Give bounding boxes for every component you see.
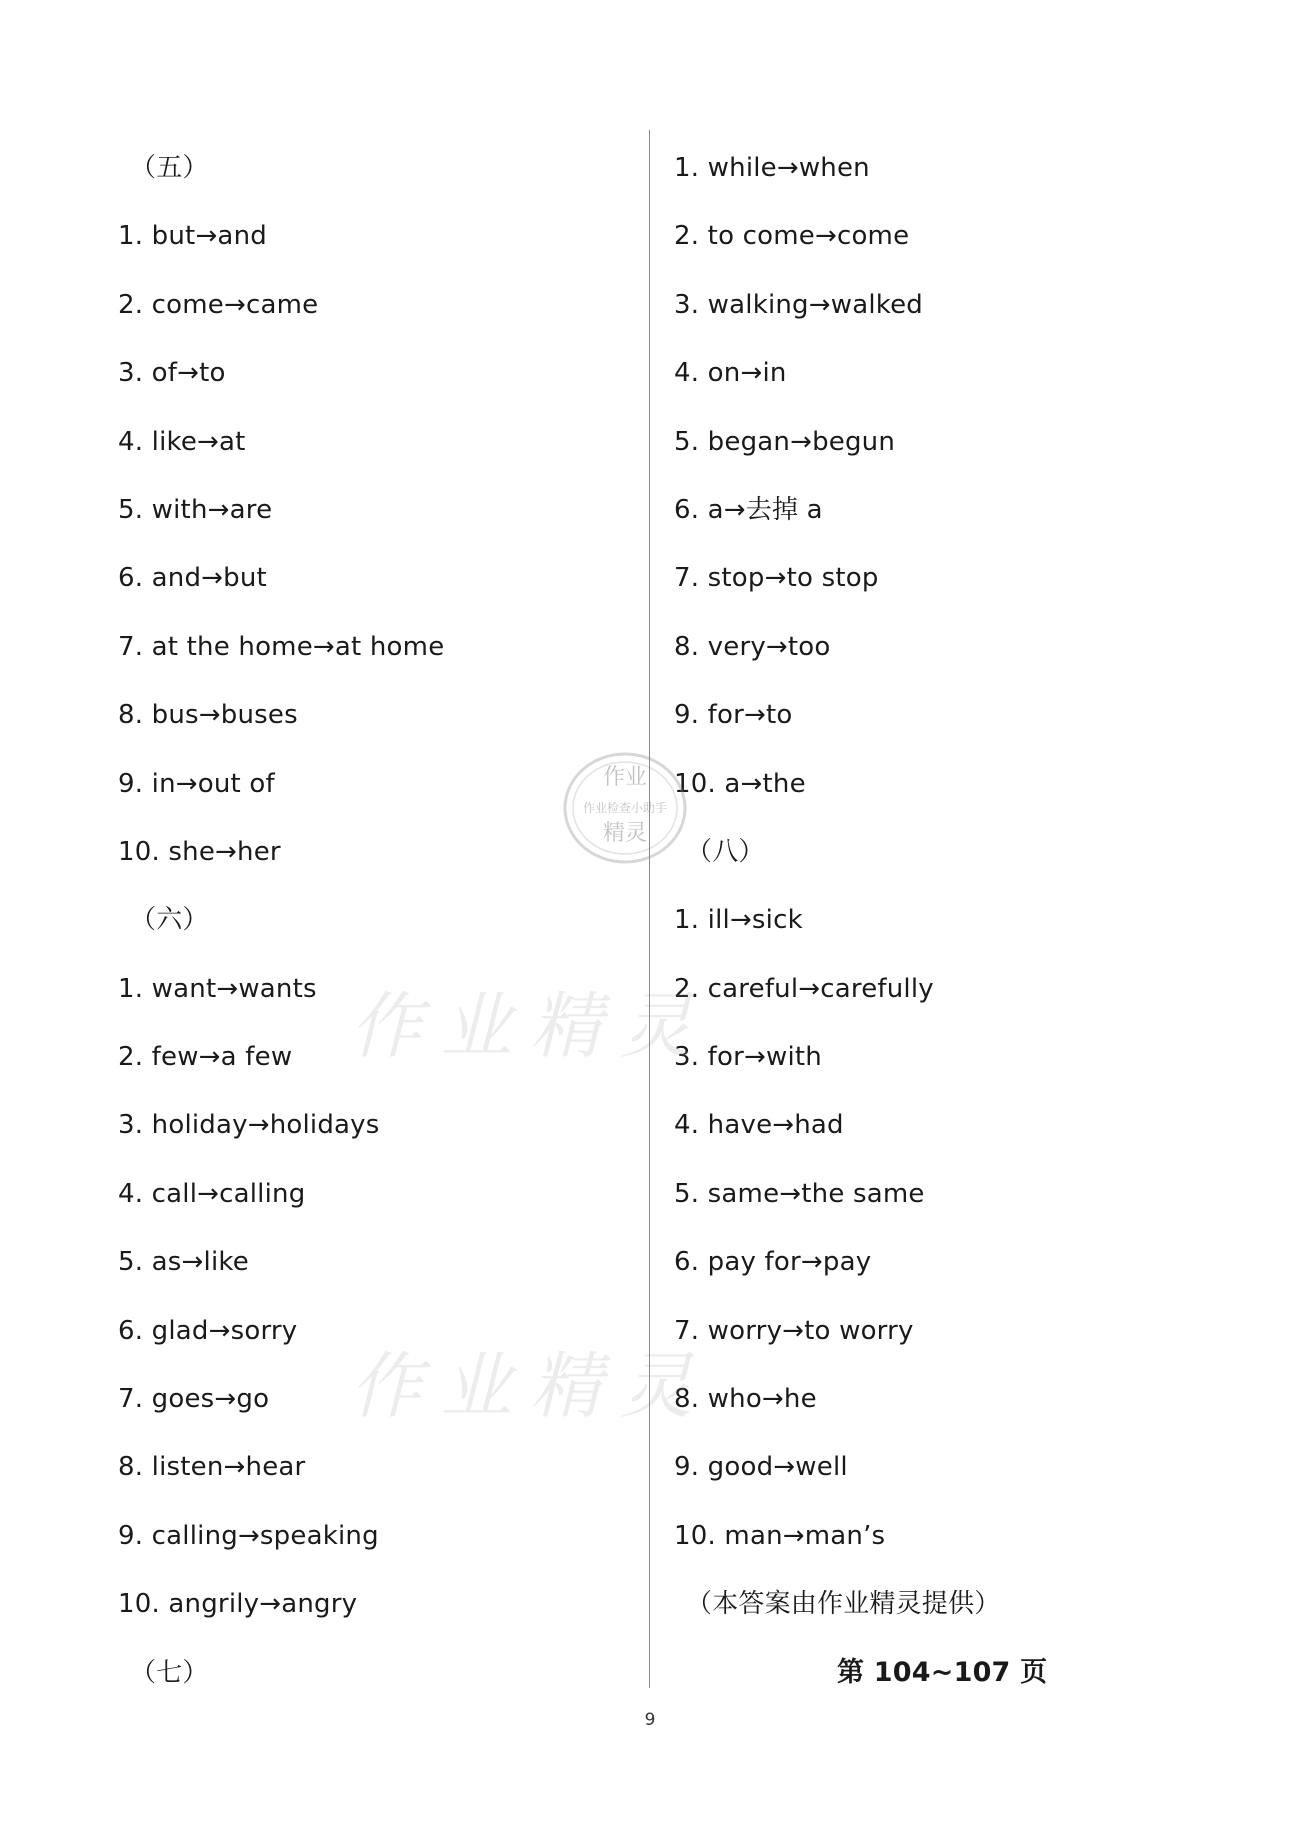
section-heading: （七） bbox=[130, 1657, 209, 1688]
answer-line: 4. like→at bbox=[118, 426, 246, 457]
svg-text:精灵: 精灵 bbox=[602, 821, 648, 846]
answer-line: 5. as→like bbox=[118, 1247, 249, 1278]
answer-line: 9. calling→speaking bbox=[118, 1520, 379, 1551]
column-divider bbox=[649, 130, 650, 1688]
answer-line: 2. few→a few bbox=[118, 1042, 293, 1073]
left-answer-column bbox=[118, 138, 638, 1711]
section-heading: （八） bbox=[686, 836, 765, 867]
answer-line: 2. careful→carefully bbox=[674, 973, 934, 1004]
answer-line: 3. for→with bbox=[674, 1042, 822, 1073]
svg-text:作业: 作业 bbox=[602, 765, 648, 790]
answer-line: 5. with→are bbox=[118, 494, 273, 525]
answer-line: 1. want→wants bbox=[118, 973, 317, 1004]
answer-line: 7. at the home→at home bbox=[118, 631, 445, 662]
right-answer-column bbox=[674, 138, 1234, 1711]
answer-line: 3. holiday→holidays bbox=[118, 1110, 380, 1141]
answer-line: 10. she→her bbox=[118, 836, 281, 867]
watermark-text: 作业精灵 bbox=[350, 984, 711, 1068]
source-note: （本答案由作业精灵提供） bbox=[686, 1589, 1001, 1620]
answer-line: 6. pay for→pay bbox=[674, 1247, 872, 1278]
answer-line: 7. goes→go bbox=[118, 1384, 270, 1415]
answer-line: 8. very→too bbox=[674, 631, 831, 662]
answer-line: 5. same→the same bbox=[674, 1178, 925, 1209]
answer-line: 6. and→but bbox=[118, 563, 267, 594]
answer-line: 6. a→去掉 a bbox=[674, 494, 823, 525]
answer-line: 9. for→to bbox=[674, 700, 793, 731]
watermark-text: 作业精灵 bbox=[350, 1344, 711, 1428]
answer-line: 1. ill→sick bbox=[674, 905, 803, 936]
answer-line: 8. who→he bbox=[674, 1384, 817, 1415]
answer-line: 4. have→had bbox=[674, 1110, 844, 1141]
answer-line: 3. walking→walked bbox=[674, 289, 923, 320]
watermark-seal-icon bbox=[560, 740, 690, 870]
answer-line: 7. stop→to stop bbox=[674, 563, 879, 594]
answer-line: 8. listen→hear bbox=[118, 1452, 306, 1483]
answer-line: 6. glad→sorry bbox=[118, 1315, 298, 1346]
answer-line: 1. but→and bbox=[118, 221, 267, 252]
answer-line: 1. while→when bbox=[674, 153, 870, 183]
answer-line: 9. in→out of bbox=[118, 768, 275, 799]
answer-line: 2. come→came bbox=[118, 289, 319, 320]
answer-line: 10. a→the bbox=[674, 768, 806, 799]
page-number: 9 bbox=[644, 1710, 656, 1730]
section-heading: （六） bbox=[130, 905, 209, 936]
page-range-heading: 第 104~107 页 bbox=[837, 1656, 1048, 1688]
answer-line: 5. began→begun bbox=[674, 426, 896, 457]
answer-line: 7. worry→to worry bbox=[674, 1315, 914, 1346]
svg-text:作业检查小助手: 作业检查小助手 bbox=[582, 801, 668, 815]
answer-line: 4. on→in bbox=[674, 358, 787, 389]
answer-line: 9. good→well bbox=[674, 1452, 848, 1483]
answer-line: 2. to come→come bbox=[674, 221, 910, 252]
answer-line: 10. angrily→angry bbox=[118, 1589, 358, 1620]
answer-line: 10. man→man’s bbox=[674, 1520, 886, 1551]
answer-line: 8. bus→buses bbox=[118, 700, 298, 731]
answer-line: 3. of→to bbox=[118, 358, 226, 389]
answer-line: 4. call→calling bbox=[118, 1178, 306, 1209]
section-heading: （五） bbox=[130, 153, 209, 183]
